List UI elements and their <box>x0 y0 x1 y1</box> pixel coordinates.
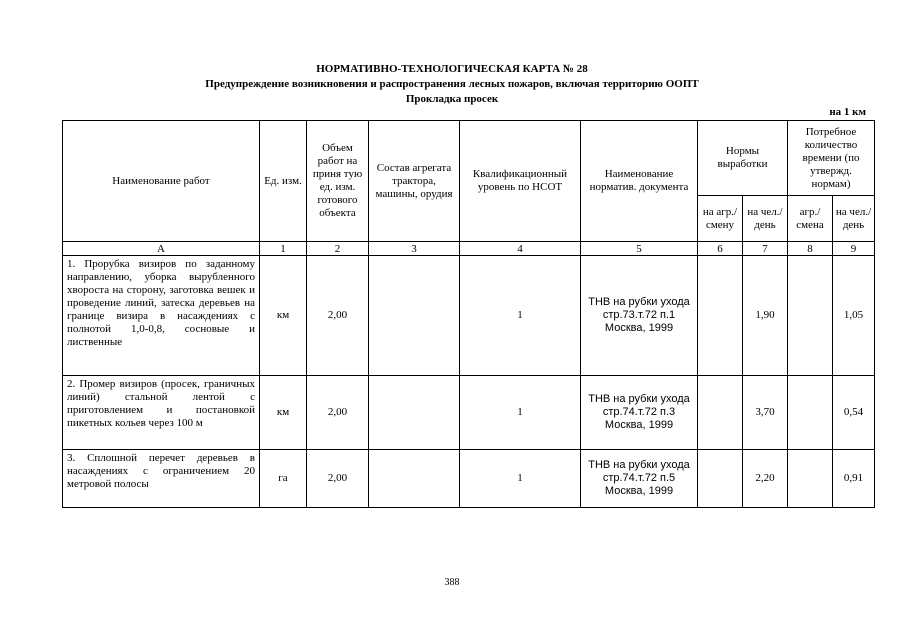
unit-cell: км <box>260 376 307 450</box>
volume-cell: 2,00 <box>307 256 369 376</box>
header-norms-agr: на агр./ смену <box>698 196 743 242</box>
index-cell: 4 <box>460 242 581 256</box>
header-norms: Нормы выработки <box>698 121 788 196</box>
document-subtitle: Предупреждение возникновения и распространения лесных пожаров, включая территорию ООПТ <box>205 78 699 90</box>
index-cell: 8 <box>788 242 833 256</box>
document-cell: ТНВ на рубки ухода стр.73.т.72 п.1 Москва, 1999 <box>581 256 698 376</box>
index-cell: 2 <box>307 242 369 256</box>
header-time-agr: агр./ смена <box>788 196 833 242</box>
index-row <box>63 242 875 256</box>
index-cell: 1 <box>260 242 307 256</box>
page-number: 388 <box>444 577 460 588</box>
document-cell: ТНВ на рубки ухода стр.74.т.72 п.5 Москва, 1999 <box>581 450 698 508</box>
norm-agr-cell <box>698 376 743 450</box>
work-name-cell: 1. Прорубка визиров по заданному направлению, уборка вырубленного хвороста на сторону, заготовка вешек и проведение линий, затеска деревьев на границе визира в насаждениях с полнотой 1,0-0,8, сосновые и лиственные <box>63 256 260 376</box>
index-cell: 6 <box>698 242 743 256</box>
document-cell: ТНВ на рубки ухода стр.74.т.72 п.3 Москва, 1999 <box>581 376 698 450</box>
unit-note: на 1 км <box>829 106 866 118</box>
composition-cell <box>369 256 460 376</box>
norm-chel-cell: 3,70 <box>743 376 788 450</box>
norm-chel-cell: 2,20 <box>743 450 788 508</box>
norm-agr-cell <box>698 450 743 508</box>
time-chel-cell: 1,05 <box>833 256 875 376</box>
index-cell: 9 <box>833 242 875 256</box>
header-row <box>63 121 875 196</box>
table-row <box>63 256 875 376</box>
composition-cell <box>369 376 460 450</box>
unit-cell: га <box>260 450 307 508</box>
section-title: Прокладка просек <box>405 93 499 105</box>
time-agr-cell <box>788 256 833 376</box>
time-chel-cell: 0,91 <box>833 450 875 508</box>
header-unit: Ед. изм. <box>260 121 307 242</box>
qualification-cell: 1 <box>460 450 581 508</box>
time-agr-cell <box>788 376 833 450</box>
document-header <box>0 62 904 107</box>
header-time-chel: на чел./ день <box>833 196 875 242</box>
time-agr-cell <box>788 450 833 508</box>
index-cell: 3 <box>369 242 460 256</box>
table-row <box>63 450 875 508</box>
norm-table <box>62 120 875 508</box>
header-composition: Состав агрегата трактора, машины, орудия <box>369 121 460 242</box>
unit-cell: км <box>260 256 307 376</box>
qualification-cell: 1 <box>460 256 581 376</box>
header-time: Потребное количество времени (по утвержд. нормам) <box>788 121 875 196</box>
header-qualification: Квалификационный уровень по НСОТ <box>460 121 581 242</box>
norm-chel-cell: 1,90 <box>743 256 788 376</box>
header-document: Наименование норматив. документа <box>581 121 698 242</box>
time-chel-cell: 0,54 <box>833 376 875 450</box>
index-cell: 7 <box>743 242 788 256</box>
norm-agr-cell <box>698 256 743 376</box>
header-work-name: Наименование работ <box>63 121 260 242</box>
index-cell: А <box>63 242 260 256</box>
qualification-cell: 1 <box>460 376 581 450</box>
index-cell: 5 <box>581 242 698 256</box>
document-title: НОРМАТИВНО-ТЕХНОЛОГИЧЕСКАЯ КАРТА № 28 <box>316 63 588 75</box>
work-name-cell: 3. Сплошной перечет деревьев в насаждениях с ограничением 20 метровой полосы <box>63 450 260 508</box>
volume-cell: 2,00 <box>307 450 369 508</box>
volume-cell: 2,00 <box>307 376 369 450</box>
header-volume: Объем работ на приня тую ед. изм. готового объекта <box>307 121 369 242</box>
table-row <box>63 376 875 450</box>
header-norms-chel: на чел./ день <box>743 196 788 242</box>
composition-cell <box>369 450 460 508</box>
work-name-cell: 2. Промер визиров (просек, граничных линий) стальной лентой с приготовлением и постановкой пикетных кольев через 100 м <box>63 376 260 450</box>
